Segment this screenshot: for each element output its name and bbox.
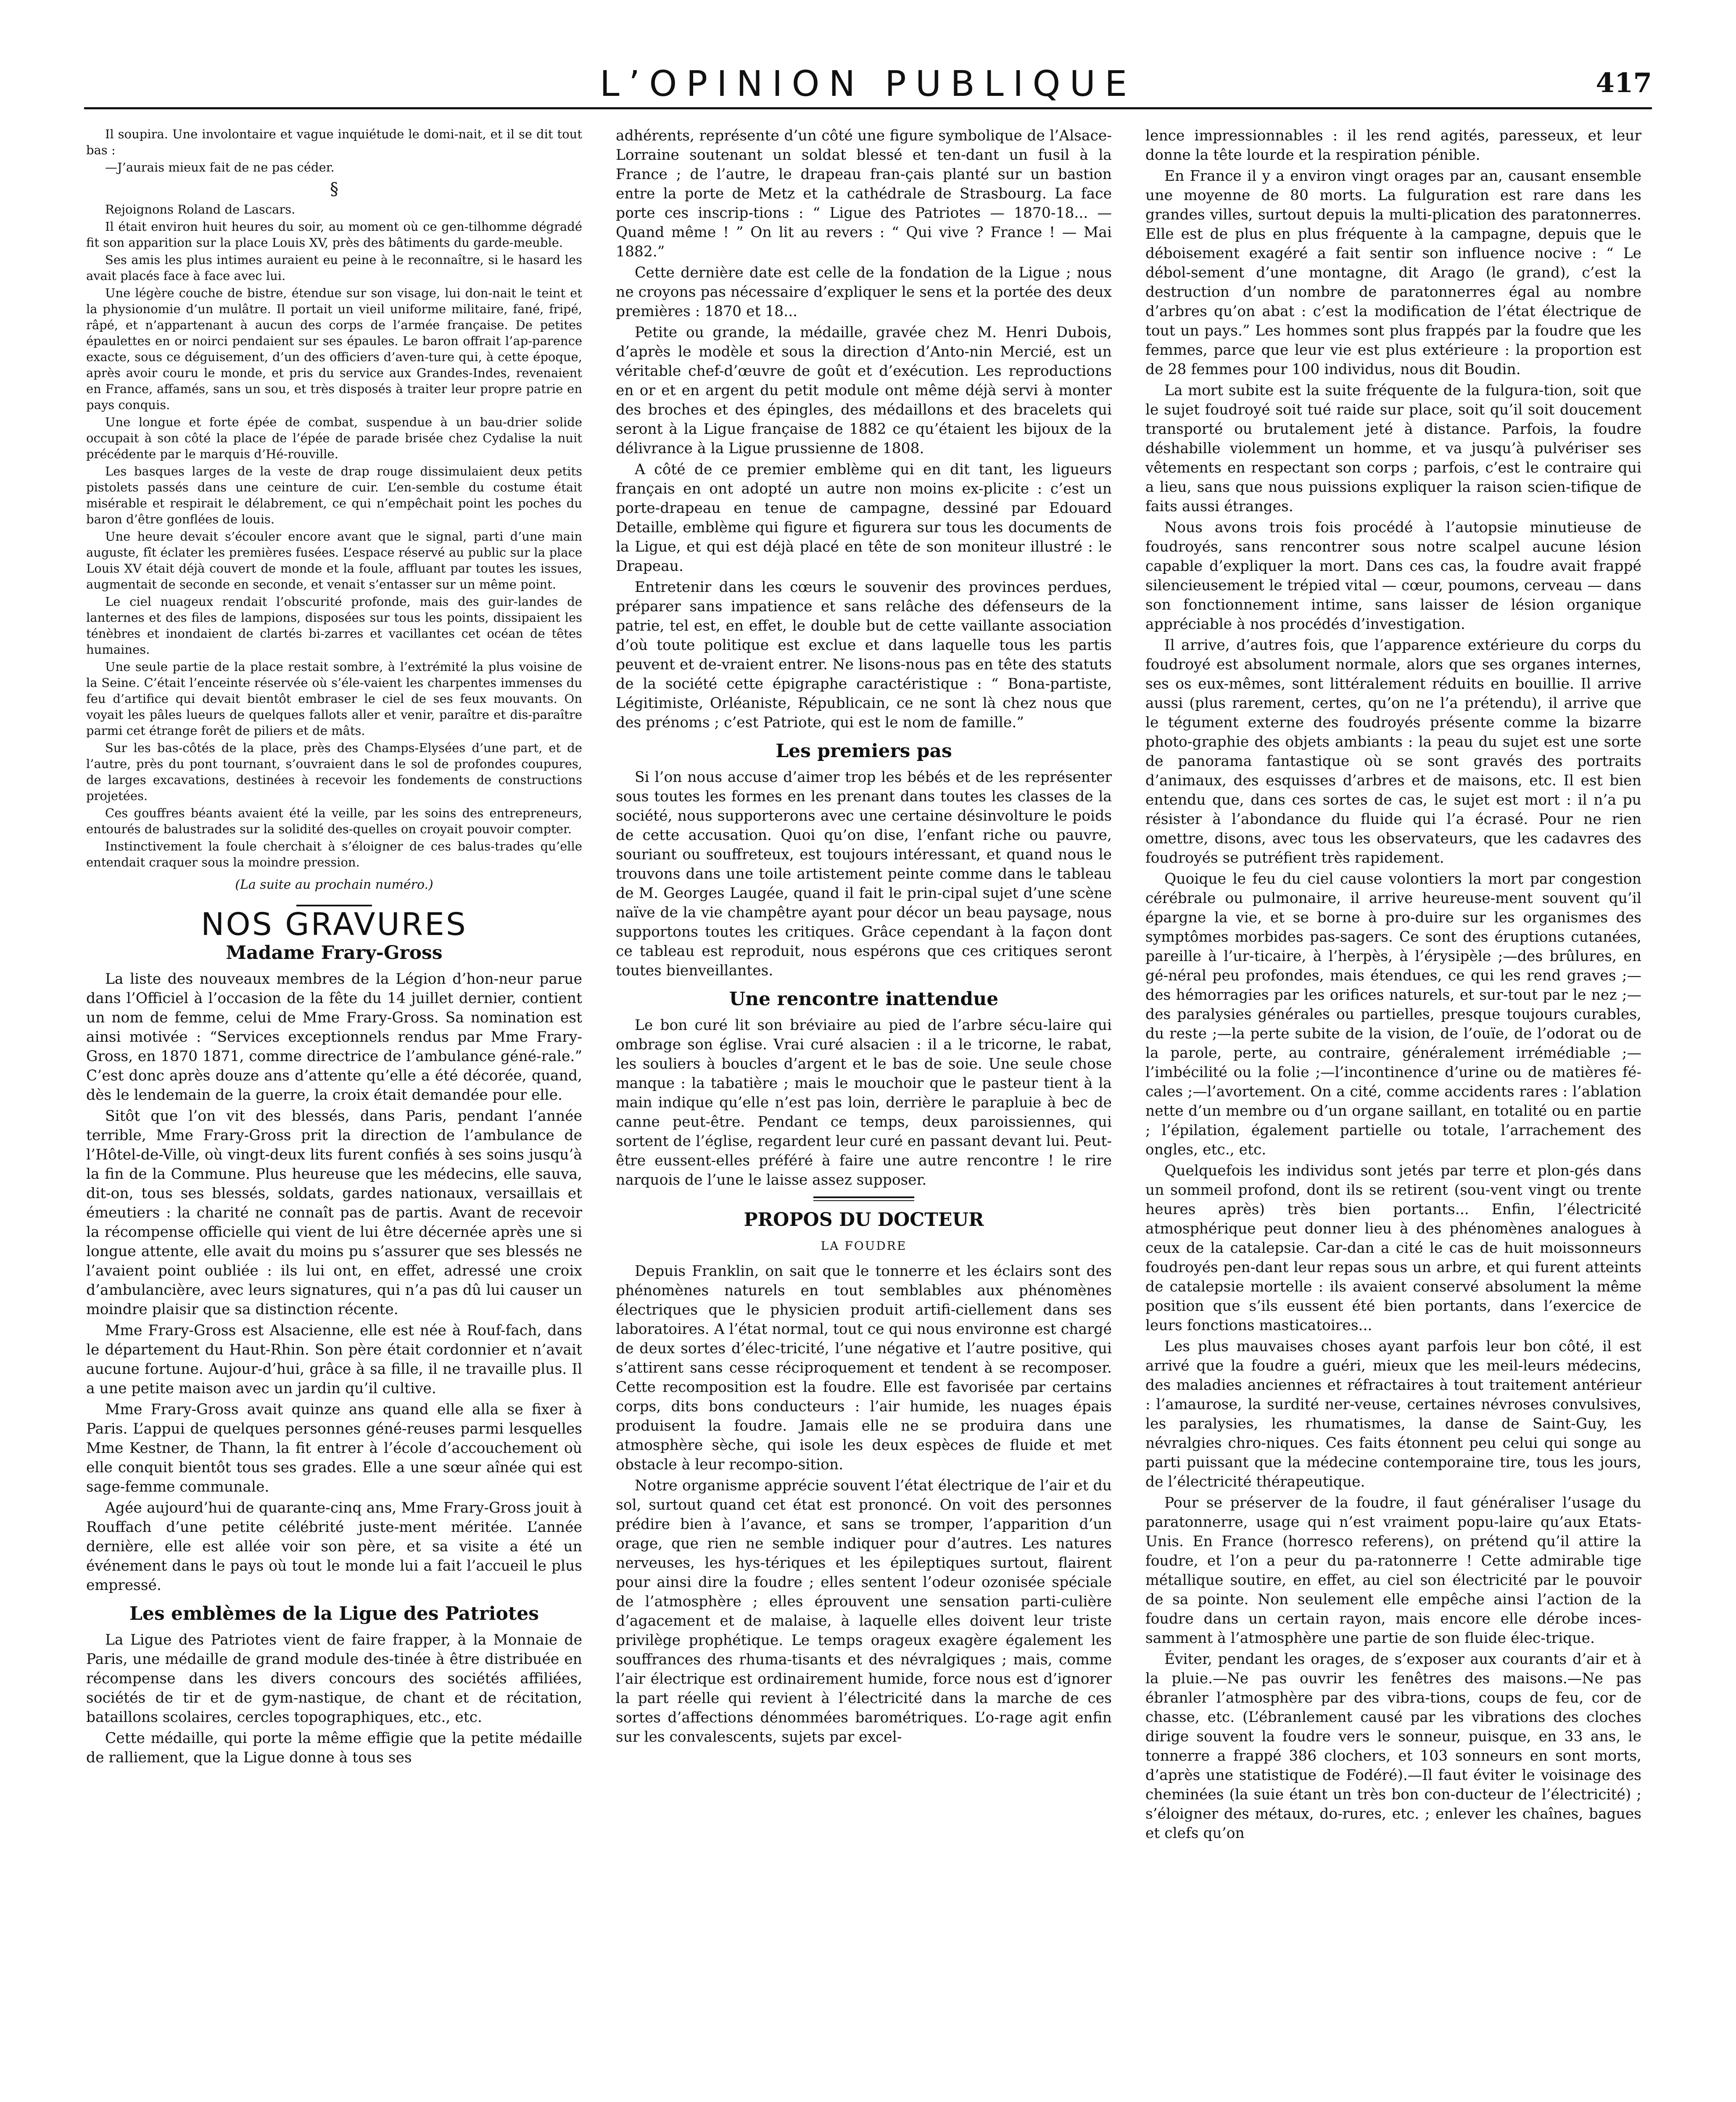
paragraph: La Ligue des Patriotes vient de faire frapper, à la Monnaie de Paris, une médaille de grand module des-tinée à être distribuée en récompense dans les divers concours des sociétés affiliées, sociétés de tir et de gym-nastique, de chant et de récitation, bataillons scolaires, cercles topographiques, etc., etc. bbox=[86, 1632, 582, 1726]
paragraph: Instinctivement la foule cherchait à s’éloigner de ces balus-trades qu’elle entendait craquer sous la moindre pression. bbox=[86, 839, 582, 869]
paragraph: La liste des nouveaux membres de la Légion d’hon-neur parue dans l’Officiel à l’occasion de la fête du 14 juillet dernier, contient un nom de femme, celui de Mme Frary-Gross. Sa nomination est ainsi motivée : “Services exceptionnels rendus par Mme Frary-Gross, en 1870 1871, comme directrice de l’ambulance géné-rale.” C’est donc après douze ans d’attente qu’elle a été décorée, quand, dès le lendemain de la guerre, la croix était demandée pour elle. bbox=[86, 971, 582, 1104]
paragraph: Il soupira. Une involontaire et vague inquiétude le domi-nait, et il se dit tout bas : bbox=[86, 127, 582, 157]
paragraph: Ces gouffres béants avaient été la veille, par les soins des entrepreneurs, entourés de balustrades sur la solidité des-quelles on croyait pouvoir compter. bbox=[86, 806, 582, 836]
page-number: 417 bbox=[1596, 67, 1652, 99]
paragraph: Mme Frary-Gross est Alsacienne, elle est née à Rouf-fach, dans le département du Haut-Rhin. Son père était cordonnier et n’avait aucune fortune. Aujour-d’hui, grâce à sa fille, il ne travaille plus. Il a une petite maison avec un jardin qu’il cultive. bbox=[86, 1322, 582, 1397]
article-title-ligue: Les emblèmes de la Ligue des Patriotes bbox=[129, 1603, 539, 1624]
paragraph: Une seule partie de la place restait sombre, à l’extrémité la plus voisine de la Seine. C’était l’enceinte réservée où s’éle-vaient les charpentes immenses du feu d’artifice qui devait bientôt embraser le ciel de ses feux mouvants. On voyait les pâles lueurs de quelques fallots aller et venir, paraître et dis-paraître parmi cet étrange forêt de piliers et de mâts. bbox=[86, 660, 582, 738]
page-header bbox=[84, 63, 1652, 114]
paragraph: adhérents, représente d’un côté une figure symbolique de l’Alsace-Lorraine soutenant un soldat blessé et ten-dant un fusil à la France ; de l’autre, le drapeau fran-çais planté sur un bastion entre la porte de Metz et la cathédrale de Strasbourg. La face porte ces inscrip-tions : “ Ligue des Patriotes — 1870-18... — Quand même ! ” On lit au revers : “ Qui vive ? France ! — Mai 1882.” bbox=[616, 127, 1112, 260]
paragraph: Notre organisme apprécie souvent l’état électrique de l’air et du sol, surtout quand cet état est prononcé. On voit des personnes prédire bien à l’avance, et sans se tromper, l’apparition d’un orage, que rien ne semble indiquer pour d’autres. Les natures nerveuses, les hys-tériques et les épileptiques surtout, flairent pour ainsi dire la foudre ; elles sentent l’odeur ozonisée spéciale de l’atmosphère ; elles éprouvent une sensation parti-culière d’agacement et de malaise, à laquelle elles doivent leur triste privilège prophétique. Le temps orageux exagère également les souffrances des rhuma-tisants et des névralgiques ; mais, comme l’air électrique est ordinairement humide, force nous est d’ignorer la part réelle qui revient à l’électricité dans la marche de ces sortes d’affections dénommées barométriques. L’o-rage agit enfin sur les convalescents, sujets par excel- bbox=[616, 1477, 1112, 1746]
paragraph: —J’aurais mieux fait de ne pas céder. bbox=[105, 160, 335, 174]
section-mark: § bbox=[330, 180, 338, 199]
serial-continued-note: (La suite au prochain numéro.) bbox=[235, 877, 433, 892]
paragraph: La mort subite est la suite fréquente de la fulgura-tion, soit que le sujet foudroyé soit tué raide sur place, soit qu’il soit doucement transporté ou brutalement jeté à distance. Parfois, la foudre déshabille violemment un homme, et va jusqu’à pulvériser ses vêtements en respectant son corps ; parfois, c’est le contraire qui a lieu, sans que nous puissions expliquer la raison scien-tifique de faits aussi étranges. bbox=[1145, 382, 1641, 515]
paragraph: Les plus mauvaises choses ayant parfois leur bon côté, il est arrivé que la foudre a guéri, mieux que les meil-leurs médecins, des maladies anciennes et réfractaires à tout traitement antérieur : l’amaurose, la surdité ner-veuse, certaines névroses convulsives, les paralysies, les rhumatismes, la danse de Saint-Guy, les névralgies chro-niques. Ces faits étonnent peu celui qui songe au parti puissant que la médecine contemporaine tire, tous les jours, de l’électricité thérapeutique. bbox=[1145, 1338, 1641, 1490]
paragraph: Une longue et forte épée de combat, suspendue à un bau-drier solide occupait à son côté la place de l’épée de parade brisée chez Cydalise la nuit précédente par le marquis d’Hé-rouville. bbox=[86, 415, 582, 461]
article-title-rencontre: Une rencontre inattendue bbox=[729, 988, 999, 1010]
paragraph: Sur les bas-côtés de la place, près des Champs-Elysées d’une part, et de l’autre, près du pont tournant, s’ouvraient dans le sol de profondes coupures, de larges excavations, destinées à recevoir les fondements de constructions projetées. bbox=[86, 741, 582, 803]
paragraph: Pour se préserver de la foudre, il faut généraliser l’usage du paratonnerre, usage qui n’est vraiment popu-laire qu’aux Etats-Unis. En France (horresco referens), on prétend qu’il attire la foudre, et l’on a peur du pa-ratonnerre ! Cette admirable tige métallique soutire, en effet, au ciel son électricité par le pouvoir de sa pointe. Non seulement elle empêche ainsi l’action de la foudre dans un certain rayon, mais encore elle dérobe inces-samment à l’atmosphère une partie de son fluide élec-trique. bbox=[1145, 1495, 1641, 1647]
column-1 bbox=[86, 126, 582, 1769]
paragraph: Quelquefois les individus sont jetés par terre et plon-gés dans un sommeil profond, dont ils se retirent (sou-vent vingt ou trente heures après) très bien portants... Enfin, l’électricité atmosphérique peut donner lieu à des phénomènes analogues à ceux de la catalepsie. Car-dan a cité le cas de huit moissonneurs foudroyés pen-dant leur repas sous un arbre, et qui furent atteints de catalepsie mortelle : ils avaient conservé absolument la même position que s’ils eussent été bien portants, dans l’exercice de leurs fonctions masticatoires... bbox=[1145, 1162, 1641, 1334]
masthead: L’OPINION PUBLIQUE bbox=[599, 63, 1137, 104]
paragraph: Rejoignons Roland de Lascars. bbox=[105, 202, 295, 217]
paragraph: Sitôt que l’on vit des blessés, dans Paris, pendant l’année terrible, Mme Frary-Gross prit la direction de l’ambulance de l’Hôtel-de-Ville, où vingt-deux lits furent confiés à ses soins jusqu’à la fin de la Commune. Plus heureuse que les médecins, elle sauva, dit-on, tous ses blessés, soldats, gardes nationaux, versaillais et émeutiers : la charité ne connaît pas de partis. Avant de recevoir la récompense officielle qui vient de lui être décernée après une si longue attente, elle avait du moins pu s’assurer que ses blessés ne l’avaient point oubliée : ils lui ont, en effet, adressé une croix d’ambulancière, avec leurs signatures, qui n’a pas dû lui causer un moindre plaisir que sa distinction récente. bbox=[86, 1108, 582, 1318]
paragraph: Une heure devait s’écouler encore avant que le signal, parti d’une main auguste, fît éclater les premières fusées. L’espace réservé au public sur la place Louis XV était déjà couvert de monde et la foule, affluant par toutes les issues, augmentait de seconde en seconde, et venait s’entasser sur un même point. bbox=[86, 529, 582, 592]
paragraph: Cette médaille, qui porte la même effigie que la petite médaille de ralliement, que la Ligue donne à tous ses bbox=[86, 1730, 582, 1766]
paragraph: Mme Frary-Gross avait quinze ans quand elle alla se fixer à Paris. L’appui de quelques personnes géné-reuses parmi lesquelles Mme Kestner, de Thann, la fit entrer à l’école d’accouchement où elle conquit bientôt tous ses grades. Elle a une sœur aînée qui est sage-femme communale. bbox=[86, 1401, 582, 1495]
section-title-gravures: NOS GRAVURES bbox=[201, 906, 467, 943]
paragraph: Une légère couche de bistre, étendue sur son visage, lui don-nait le teint et la physionomie d’un mulâtre. Il portait un vieil uniforme militaire, fané, fripé, râpé, et n’appartenant à aucun des corps de l’armée française. De petites épaulettes en or noirci pendaient sur ses épaules. Le baron offrait l’ap-parence exacte, sous ce déguisement, d’un des officiers d’aven-ture qui, à cette époque, après avoir couru le monde, et pris du service aux Grandes-Indes, revenaient en France, affamés, sans un sou, et très disposés à traiter leur propre patrie en pays conquis. bbox=[86, 286, 582, 412]
paragraph: Entretenir dans les cœurs le souvenir des provinces perdues, préparer sans impatience et sans relâche des défenseurs de la patrie, tel est, en effet, le double but de cette vaillante association d’où toute politique est exclue et dans laquelle tous les partis peuvent et de-vraient entrer. Ne lisons-nous pas en tête des statuts de la société cette épigraphe caractéristique : “ Bona-partiste, Légitimiste, Orléaniste, Républicain, ce ne sont là chez nous que des prénoms ; c’est Patriote, qui est le nom de famille.” bbox=[616, 579, 1112, 731]
paragraph: Depuis Franklin, on sait que le tonnerre et les éclairs sont des phénomènes naturels en tout semblables aux phénomènes électriques que le physicien produit artifi-ciellement dans ses laboratoires. A l’état normal, tout ce qui nous environne est chargé de deux sortes d’élec-tricité, l’une négative et l’autre positive, qui s’attirent sans cesse réciproquement et tendent à se recomposer. Cette recomposition est la foudre. Elle est favorisée par certains corps, dits bons conducteurs : l’air humide, les nuages épais produisent la foudre. Jamais elle ne se produira dans une atmosphère sèche, qui isole les deux espèces de fluide et met obstacle à leur recompo-sition. bbox=[616, 1263, 1112, 1473]
article-title-propos-docteur: PROPOS DU DOCTEUR bbox=[744, 1209, 984, 1231]
article-subtitle-foudre: LA FOUDRE bbox=[821, 1239, 907, 1253]
paragraph: Il était environ huit heures du soir, au moment où ce gen-tilhomme dégradé fit son apparition sur la place Louis XV, près des bâtiments du garde-meuble. bbox=[86, 219, 582, 250]
paragraph: En France il y a environ vingt orages par an, causant ensemble une moyenne de 80 morts. La fulguration est rare dans les grandes villes, surtout depuis la multi-plication des paratonnerres. Elle est de plus en plus fréquente à la campagne, depuis que le déboisement exagéré a fait sentir son influence nocive : “ Le débol-sement d’une montagne, dit Arago (le grand), c’est la destruction d’un nombre de paratonnerres égal au nombre d’arbres qu’on abat : c’est la modification de l’état électrique de tout un pays.” Les hommes sont plus frappés par la foudre que les femmes, parce que leur vie est plus extérieure : la proportion est de 28 femmes pour 100 individus, nous dit Boudin. bbox=[1145, 168, 1641, 378]
paragraph: Petite ou grande, la médaille, gravée chez M. Henri Dubois, d’après le modèle et sous la direction d’Anto-nin Mercié, est un véritable chef-d’œuvre de goût et d’exécution. Les reproductions en or et en argent du petit module ont même déjà servi à monter des broches et des épingles, des médaillons et des bracelets qui seront à la Ligue française de 1882 ce qu’étaient les bijoux de la délivrance à la Ligue prussienne de 1808. bbox=[616, 324, 1112, 457]
header-rule bbox=[84, 107, 1652, 109]
column-3 bbox=[1145, 126, 1641, 1845]
paragraph: Ses amis les plus intimes auraient eu peine à le reconnaître, si le hasard les avait placés face à face avec lui. bbox=[86, 253, 582, 283]
paragraph: Agée aujourd’hui de quarante-cinq ans, Mme Frary-Gross jouit à Rouffach d’une petite célébrité juste-ment méritée. L’année dernière, elle est allée voir son père, et sa visite a été un événement dans le pays où tout le monde lui a fait l’accueil le plus empressé. bbox=[86, 1500, 582, 1594]
serial-text bbox=[86, 126, 582, 870]
paragraph: Le bon curé lit son bréviaire au pied de l’arbre sécu-laire qui ombrage son église. Vrai curé alsacien : il a le tricorne, le rabat, les souliers à boucles d’argent et le bas de soie. Une seule chose manque : la tabatière ; mais le mouchoir que le pasteur tient à la main indique qu’elle n’est pas loin, derrière le parapluie à bec de canne peut-être. Pendant ce temps, deux paroissiennes, qui sortent de l’église, regardent leur curé en passant devant lui. Peut-être eussent-elles préféré à faire une autre rencontre ! le rire narquois de l’une le laisse assez supposer. bbox=[616, 1017, 1112, 1188]
paragraph: Si l’on nous accuse d’aimer trop les bébés et de les représenter sous toutes les formes en les prenant dans toutes les classes de la société, nous supporterons avec une certaine désinvolture le poids de cette accusation. Quoi qu’on dise, l’enfant riche ou pauvre, souriant ou souffreteux, est toujours intéressant, et quand nous le trouvons dans une toile artistement peinte comme dans le tableau de M. Georges Laugée, quand il fait le prin-cipal sujet d’une scène naïve de la vie champêtre ayant pour décor un beau paysage, nous supportons toutes les critiques. Grâce cependant à la façon dont ce tableau est reproduit, nous espérons que ces critiques seront toutes bienveillantes. bbox=[616, 769, 1112, 979]
article-title-frary-gross: Madame Frary-Gross bbox=[226, 942, 443, 964]
paragraph: Il arrive, d’autres fois, que l’apparence extérieure du corps du foudroyé est absolument normale, alors que ses organes internes, ses os eux-mêmes, sont littéralement réduits en bouillie. Il arrive aussi (plus rarement, certes, qu’on ne l’a prétendu), il arrive que le tégument externe des foudroyés présente comme la bizarre photo-graphie des objets ambiants : la peau du sujet est une sorte de panorama fantastique où se sont gravés des portraits d’animaux, des esquisses d’arbres et de maisons, etc. Il est bien entendu que, dans ces sortes de cas, le sujet est mort : il n’a pu résister à l’abondance du fluide qui l’a écrasé. Pour ne rien omettre, disons, avec tous les observateurs, que les cadavres des foudroyés se putréfient très rapidement. bbox=[1145, 637, 1641, 866]
paragraph: Le ciel nuageux rendait l’obscurité profonde, mais des guir-landes de lanternes et des files de lampions, disposées sur tous les points, dissipaient les ténèbres et inondaient de clartés bi-zarres et vacillantes cet océan de têtes humaines. bbox=[86, 594, 582, 657]
column-2 bbox=[616, 126, 1112, 1748]
paragraph: Les basques larges de la veste de drap rouge dissimulaient deux petits pistolets passés dans une ceinture de cuir. L’en-semble du costume était misérable et respirait le délabrement, ce qui n’empêchait point les poches du baron d’être gonflées de louis. bbox=[86, 464, 582, 526]
paragraph: Nous avons trois fois procédé à l’autopsie minutieuse de foudroyés, sans rencontrer sous notre scalpel aucune lésion capable d’expliquer la mort. Dans ces cas, la foudre avait frappé silencieusement le trépied vital — cœur, poumons, cerveau — dans son fonctionnement intime, sans laisser de lésion organique appréciable à nos procédés d’investigation. bbox=[1145, 519, 1641, 633]
paragraph: lence impressionnables : il les rend agités, paresseux, et leur donne la tête lourde et la respiration pénible. bbox=[1145, 127, 1641, 164]
paragraph: Quoique le feu du ciel cause volontiers la mort par congestion cérébrale ou pulmonaire, il arrive heureuse-ment souvent qu’il épargne la vie, et se borne à pro-duire sur les organismes des symptômes morbides pas-sagers. Ce sont des éruptions cutanées, pareille à l’ur-ticaire, à l’herpès, à l’érysipèle ;—des brûlures, en gé-néral peu profondes, mais étendues, ce qui les rend graves ;—des hémorragies par les orifices naturels, et sur-tout par le nez ;—des paralysies générales ou partielles, presque toujours curables, du reste ;—la perte subite de la vision, de l’ouïe, de l’odorat ou de la parole, perte, au contraire, généralement irrémédiable ;—l’imbécilité ou la folie ;—l’incontinence d’urine ou de matières fé-cales ;—l’avortement. On a cité, comme accidents rares : l’ablation nette d’un membre ou d’un organe saillant, en totalité ou en partie ; l’épilation, également partielle ou totale, l’arrachement des ongles, etc., etc. bbox=[1145, 871, 1641, 1158]
separator bbox=[813, 1196, 914, 1201]
paragraph: Éviter, pendant les orages, de s’exposer aux courants d’air et à la pluie.—Ne pas ouvrir les fenêtres des maisons.—Ne pas ébranler l’atmosphère par des vibra-tions, coups de feu, cor de chasse, etc. (L’ébranlement causé par les vibrations des cloches dirige souvent la foudre vers le sonneur, puisque, en 33 ans, le tonnerre a frappé 386 clochers, et 103 sonneurs en sont morts, d’après une statistique de Fodéré).—Il faut éviter le voisinage des cheminées (la suie étant un très bon con-ducteur de l’électricité) ; s’éloigner des métaux, do-rures, etc. ; enlever les chaînes, bagues et clefs qu’on bbox=[1145, 1651, 1641, 1842]
paragraph: A côté de ce premier emblème qui en dit tant, les ligueurs français en ont adopté un autre non moins ex-plicite : c’est un porte-drapeau en tenue de campagne, dessiné par Edouard Detaille, emblème qui figure et figurera sur tous les documents de la Ligue, et qui est déjà placé en tête de son moniteur illustré : le Drapeau. bbox=[616, 461, 1112, 575]
article-title-premiers-pas: Les premiers pas bbox=[776, 740, 952, 762]
paragraph: Cette dernière date est celle de la fondation de la Ligue ; nous ne croyons pas nécessaire d’expliquer le sens et la portée des deux premières : 1870 et 18... bbox=[616, 264, 1112, 320]
